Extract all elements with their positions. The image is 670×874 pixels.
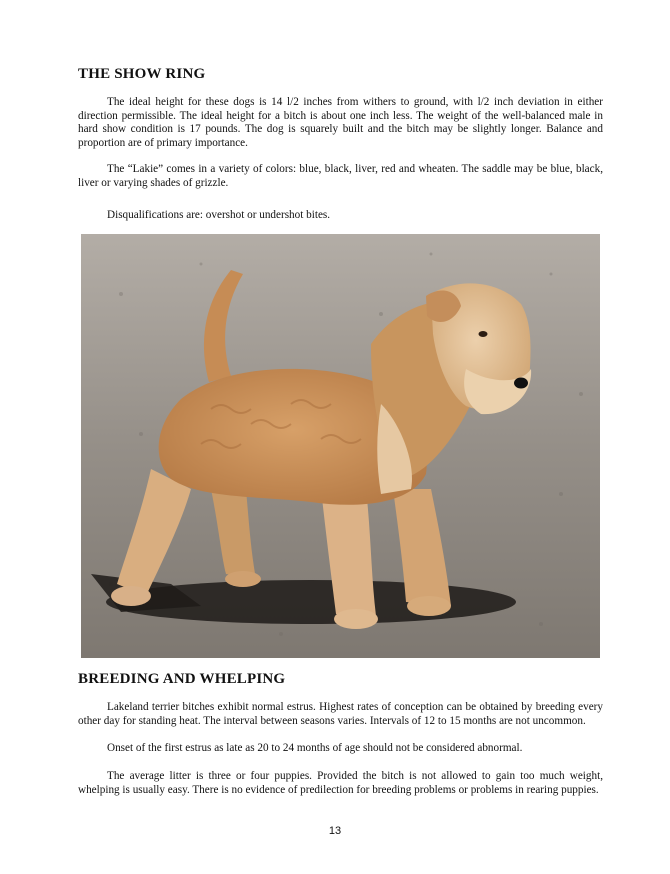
paragraph-colors: The “Lakie” comes in a variety of colors: blue, black, liver, red and wheaten. The saddle may be blue, black, liver or varying shades of grizzle.: [78, 163, 603, 189]
lakeland-terrier-photo: [81, 234, 600, 658]
paragraph-estrus: Lakeland terrier bitches exhibit normal estrus. Highest rates of conception can be obtained by breeding every other day for standing heat. The interval between seasons varies. Intervals of 12 to 15 months are not uncommon.: [78, 701, 603, 727]
page-number: 13: [328, 825, 342, 837]
paragraph-disqualifications: Disqualifications are: overshot or undershot bites.: [107, 209, 331, 221]
section-heading-show-ring: THE SHOW RING: [78, 66, 206, 82]
section-heading-breeding: BREEDING AND WHELPING: [78, 671, 286, 687]
paragraph-ideal-height: The ideal height for these dogs is 14 l/2 inches from withers to ground, with l/2 inch deviation in either direction permissible. The ideal height for a bitch is about one inch less. The weight of the well-balanced male in hard show condition is 17 pounds. The dog is squarely built and the bitch may be slightly longer. Balance and proportion are of primary importance.: [78, 96, 603, 149]
paragraph-litter: The average litter is three or four puppies. Provided the bitch is not allowed to gain too much weight, whelping is usually easy. There is no evidence of predilection for breeding problems or problems in rearing puppies.: [78, 770, 603, 796]
paragraph-first-estrus: Onset of the first estrus as late as 20 to 24 months of age should not be considered abnormal.: [107, 742, 523, 754]
